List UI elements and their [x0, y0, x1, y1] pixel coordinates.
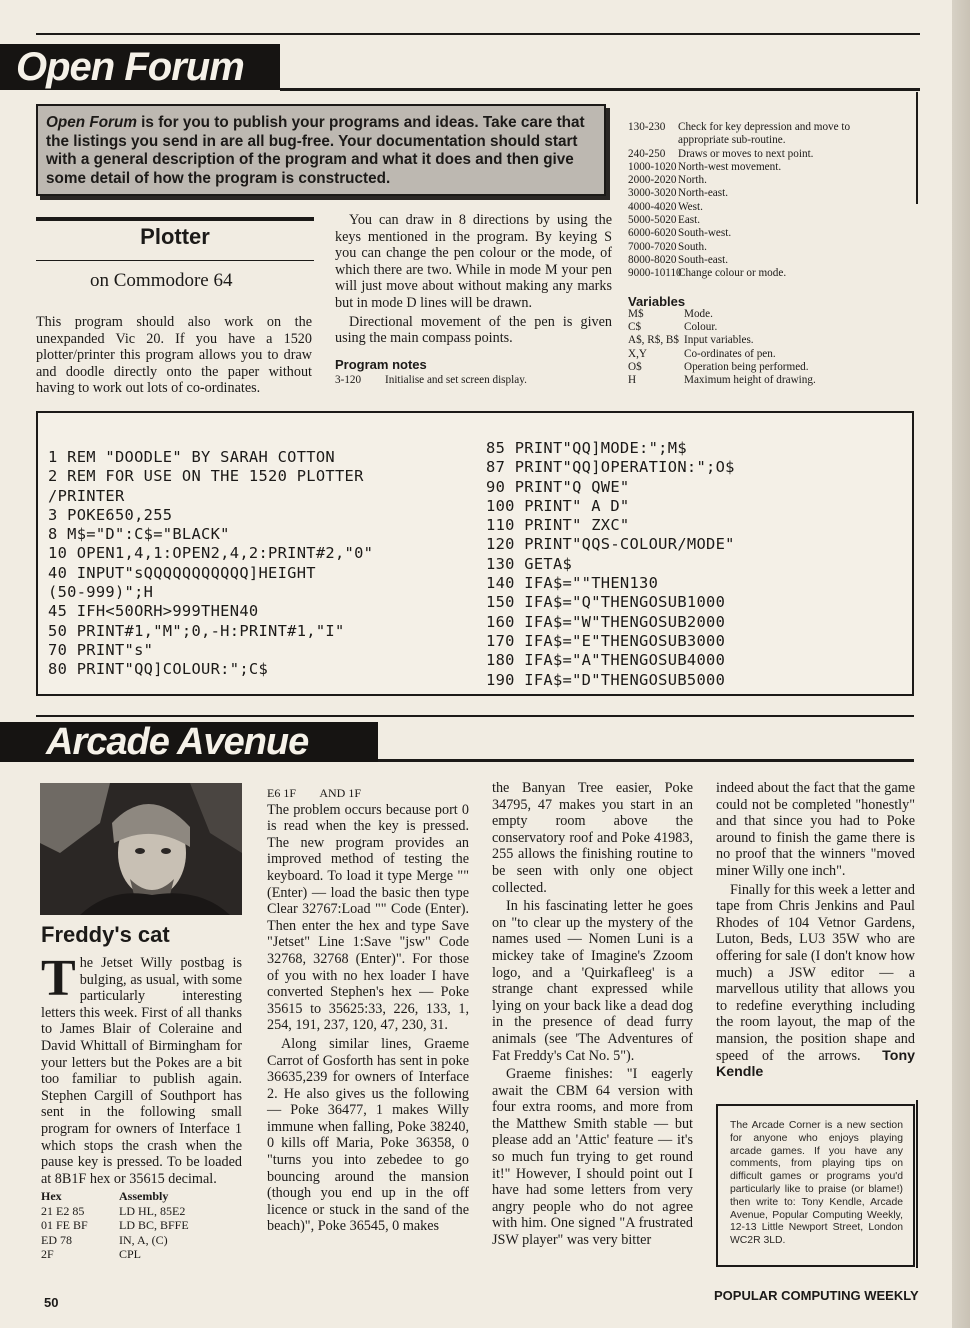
listing-line: 110 PRINT" ZXC"	[486, 516, 630, 535]
page-edge-shadow	[952, 0, 970, 1328]
listing-line: 85 PRINT"QQ]MODE:";M$	[486, 439, 687, 457]
arcade-col2-top: E6 1F AND 1F	[267, 786, 362, 800]
program-note-row: 240-250 Draws or moves to next point.	[628, 147, 814, 160]
listing-line: 1 REM "DOODLE" BY SARAH COTTON	[48, 448, 335, 466]
arcade-corner-text: The Arcade Corner is a new section for anyone who enjoys playing arcade games. If you have any comments, from playing tips on difficult games or programs you'd particularly like to praise (or blame!) then write to: Tony Kendle, Arcade Avenue, Popular Computing Weekly, 12-13 Little Newport Street, London WC2R 3LD.	[730, 1120, 903, 1247]
listing-right	[486, 439, 735, 690]
program-note-row: 2000-2020 North.	[628, 174, 707, 187]
listing-line: 130 GETA$	[486, 554, 573, 573]
variable-row: O$ Operation being performed.	[628, 361, 809, 374]
hex-table	[41, 1189, 242, 1262]
program-note-row: 9000-10110 Change colour or mode.	[628, 267, 787, 280]
plotter-col1	[36, 314, 312, 399]
listing-line: 87 PRINT"QQ]OPERATION:";O$	[486, 458, 735, 477]
page-number: 50	[44, 1295, 59, 1310]
plotter-mid-rule	[36, 260, 314, 261]
drop-cap: T	[41, 950, 76, 1007]
listing-line: /PRINTER	[48, 486, 125, 505]
listing-line: 40 INPUT"sQQQQQQQQQQQ]HEIGHT	[48, 563, 316, 582]
program-notes-first: 3-120 Initialise and set screen display.	[335, 374, 527, 387]
plotter-para1: This program should also work on the unexpanded Vic 20. If you have a 1520 plotter/printer this program allows you to draw and doodle directly onto the paper without having to work out lots of co-ordinates.	[36, 314, 312, 397]
listing-line: (50-999)";H	[48, 583, 154, 602]
listing-line: 100 PRINT" A D"	[486, 496, 630, 515]
arcade-rule	[378, 759, 914, 762]
listing-line: 190 IFA$="D"THENGOSUB5000	[486, 670, 726, 689]
hex-row: 01 FE BF LD BC, BFFE	[41, 1218, 189, 1233]
arcade-headline: Freddy's cat	[41, 922, 170, 947]
arcade-col1	[41, 950, 242, 1262]
program-notes-list	[628, 121, 913, 388]
plotter-subtitle: on Commodore 64	[90, 270, 233, 291]
listing-line: 90 PRINT"Q QWE"	[486, 477, 630, 496]
plotter-title: Plotter	[140, 224, 210, 249]
program-note-row: 8000-8020 South-east.	[628, 253, 729, 266]
listing-line: 2 REM FOR USE ON THE 1520 PLOTTER	[48, 467, 364, 486]
listing-line: 3 POKE650,255	[48, 505, 173, 524]
program-note-row: 3000-3020 North-east.	[628, 187, 729, 200]
arcade-col4-para2: Finally for this week a letter and tape from Chris Jenkins and Paul Rhodes of 104 Vetnor Gardens, Luton, Beds, LU3 35W who are offering for sale (I don't know how much) a JSW editor — a marvellous utility that allows you to redefine everything including the room layout, the map of the mansion, the position shape and speed of the arrows. Tony Kendle	[716, 881, 916, 1081]
arcade-col3-para3: Graeme finishes: "I eagerly await the CBM 64 version with four extra rooms, and more from the Matthew Smith stable — but please add an 'Attic' feature — it's so much fun trying to get round it!" However, I should point out I have had some letters from very angry people who do not agree with him. One signed "A frustrated JSW player" was very bitter	[492, 1066, 693, 1249]
program-note-row: 6000-6020 South-west.	[628, 227, 732, 240]
arcade-col1-para1: he Jetset Willy postbag is bulging, as usual, with some particularly interesting letters this week. First of all thanks to James Blair of Coleraine and David Whittall of Birmingham for your letters but the Pokes are a bit too familiar to publish again. Stephen Cargill of Southport has sent in the following small program for owners of Interface 1 which stops the crash when the pause key is pressed. To be loaded at 8B1F hex or 35615 decimal.	[41, 955, 242, 1187]
listing-line: 170 IFA$="E"THENGOSUB3000	[486, 631, 726, 650]
arcade-col2	[267, 785, 469, 1237]
arcade-col3-para2: In his fascinating letter he goes on "to clear up the mystery of the names used — Nomen Luni is a mickey take of Imagine's Zzoom logo, and a 'Quirkafleeg' is a strange chant expressed while lying on your back like a dead dog in the presence of dead furry animals (see 'The Adventures of Fat Freddy's Cat No. 5").	[492, 898, 693, 1064]
listing-line: 160 IFA$="W"THENGOSUB2000	[486, 612, 726, 631]
plotter-col2	[335, 212, 612, 388]
arcade-top-rule	[36, 715, 914, 717]
open-forum-intro	[36, 104, 606, 196]
basic-listing-box	[36, 411, 914, 696]
listing-line: 140 IFA$=""THEN130	[486, 574, 659, 593]
program-note-row: 5000-5020 East.	[628, 214, 701, 227]
listing-line: 120 PRINT"QQS-COLOUR/MODE"	[486, 535, 735, 554]
variable-row: H Maximum height of drawing.	[628, 374, 816, 387]
listing-line: 70 PRINT"s"	[48, 640, 154, 659]
variable-row: C$ Colour.	[628, 321, 718, 334]
open-forum-right-rule	[916, 92, 918, 204]
listing-line: 10 OPEN1,4,1:OPEN2,4,2:PRINT#2,"0"	[48, 544, 374, 563]
program-note-row: 4000-4020 West.	[628, 200, 703, 213]
arcade-col2-para1: The problem occurs because port 0 is read when the key is pressed. The new program provides an improved method of testing the keyboard. To load it type Merge "" (Enter) — load the basic then type Clear 32767:Load "" Code (Enter). Then enter the hex and type Save "Jetset" Line 1:Save "jsw" Code 32768, 32768 (Enter)". For those of you with no hex loader I have converted Stephen's hex — Poke 35615 to 35625:33, 226, 133, 1, 254, 191, 237, 120, 47, 230, 31.	[267, 801, 469, 1034]
arcade-col2-para2: Along similar lines, Graeme Carrot of Gosforth has sent in poke 36635,239 for owners of Interface 2. He also gives us the following — Poke 36477, 1 makes Willy immune when falling, Poke 38240, 0 kills off Maria, Poke 36358, 0 "turns you into zebedee to go bouncing around the mansion (though you end up in the off licence or stuck in the sand of the beach)", Poke 36545, 0 makes	[267, 1035, 469, 1235]
hex-table-header: Hex Assembly	[41, 1189, 169, 1204]
bottom-right-rule	[916, 1100, 918, 1268]
arcade-col4-para1: indeed about the fact that the game could not be completed "honestly" and that since you had to Poke around to finish the game there is no proof that the winners "moved miner Willy one inch".	[716, 780, 915, 879]
hex-row: 2F CPL	[41, 1247, 142, 1262]
program-notes-heading: Program notes	[335, 356, 427, 372]
listing-line: 80 PRINT"QQ]COLOUR:";C$	[48, 660, 269, 679]
plotter-para3: Directional movement of the pen is given using the main compass points.	[335, 313, 612, 347]
listing-line: 150 IFA$="Q"THENGOSUB1000	[486, 593, 726, 612]
arcade-col4	[716, 780, 915, 1083]
program-note-row: 7000-7020 South.	[628, 240, 707, 253]
hex-row: ED 78 IN, A, (C)	[41, 1232, 168, 1247]
variable-row: M$ Mode.	[628, 307, 713, 320]
top-rule	[36, 33, 920, 35]
intro-lead: Open Forum	[46, 114, 137, 131]
intro-text: is for you to publish your programs and ideas. Take care that the listings you send in are all bug-free. Your documentation should start with a general description of the program and what it does and then give some detail of how the program is constructed.	[46, 114, 585, 187]
program-note-row: 1000-1020 North-west movement.	[628, 160, 782, 173]
arcade-avenue-banner: Arcade Avenue	[0, 722, 378, 762]
arcade-col3	[492, 780, 693, 1251]
program-note-row: 130-230 Check for key depression and move to	[628, 121, 851, 133]
hex-row: 21 E2 85 LD HL, 85E2	[41, 1203, 186, 1218]
listing-line: 45 IFH<50ORH>999THEN40	[48, 602, 259, 621]
listing-left	[48, 448, 373, 680]
variables-heading: Variables	[628, 293, 686, 309]
magazine-name: POPULAR COMPUTING WEEKLY	[714, 1288, 919, 1303]
arcade-col3-para1: the Banyan Tree easier, Poke 34795, 47 makes you start in an empty room above the conservatory roof and Poke 41983, 255 allows the finishing routine to be seen with only one object collected.	[492, 780, 693, 896]
open-forum-rule	[280, 88, 920, 91]
author-photo	[40, 783, 242, 915]
listing-line: 50 PRINT#1,"M";0,-H:PRINT#1,"I"	[48, 621, 345, 640]
plotter-top-rule	[36, 217, 314, 221]
arcade-corner-box	[716, 1104, 915, 1267]
listing-line: 8 M$="D":C$="BLACK"	[48, 525, 230, 544]
author-photo-image	[40, 783, 242, 915]
plotter-para2: You can draw in 8 directions by using the keys mentioned in the program. By keying S you can change the pen colour or the mode, of which there are two. While in mode M your pen will just move about without making any marks but in mode D lines will be drawn.	[335, 212, 612, 311]
variable-row: A$, R$, B$ Input variables.	[628, 334, 754, 347]
program-note-row: appropriate sub-routine.	[678, 134, 786, 147]
variable-row: X,Y Co-ordinates of pen.	[628, 347, 776, 360]
byline: Tony Kendle	[716, 1047, 916, 1081]
listing-line: 180 IFA$="A"THENGOSUB4000	[486, 651, 726, 670]
open-forum-banner: Open Forum	[0, 44, 280, 90]
